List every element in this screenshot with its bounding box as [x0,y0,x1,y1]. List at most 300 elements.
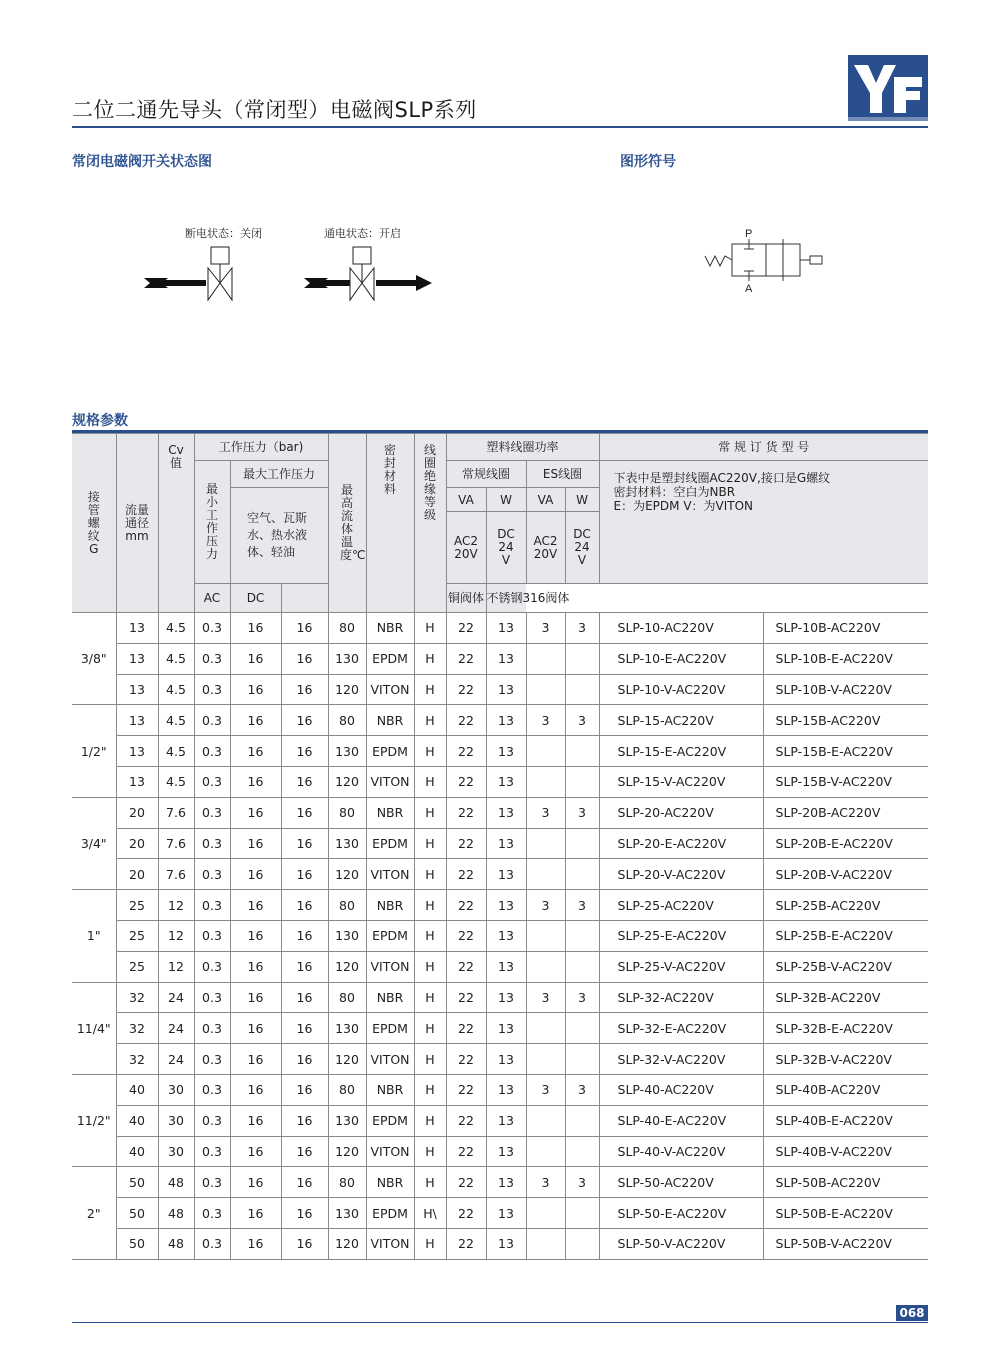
table-row [72,705,928,736]
ins-cell: H [414,951,446,982]
va-cell: 22 [446,1105,486,1136]
va-cell: 22 [446,736,486,767]
es-w-cell [565,674,599,705]
es-w-cell [565,859,599,890]
thread-size-cell: 2" [72,1167,116,1259]
ac-cell: 16 [230,736,281,767]
es-w-cell [565,1136,599,1167]
es-va-cell [526,643,565,674]
header-cv: Cv值 [158,434,194,613]
header-es-ac220v: AC220V [526,512,565,584]
ins-cell: H [414,859,446,890]
header-stainless: 不锈钢316阀体 [486,584,526,613]
table-row [72,951,928,982]
va-cell: 22 [446,859,486,890]
yf-logo-icon [848,55,928,121]
ins-cell: H [414,1074,446,1105]
ins-cell: H\ [414,1198,446,1229]
cv-cell: 30 [158,1074,194,1105]
seal-cell: NBR [366,1167,414,1198]
min-cell: 0.3 [194,613,230,644]
title-divider [72,126,928,128]
es-va-cell [526,1044,565,1075]
va-cell: 22 [446,828,486,859]
table-row [72,859,928,890]
spec-table [72,433,928,1260]
dc-cell: 16 [281,828,328,859]
seal-cell: NBR [366,890,414,921]
va-cell: 22 [446,797,486,828]
seal-cell: VITON [366,674,414,705]
ac-cell: 16 [230,1136,281,1167]
ss-cell: SLP-32B-AC220V [763,982,928,1013]
bore-cell: 25 [116,920,158,951]
bore-cell: 50 [116,1228,158,1259]
min-cell: 0.3 [194,1228,230,1259]
w-cell: 13 [486,797,526,828]
copper-cell: SLP-32-V-AC220V [599,1044,763,1075]
section-title-specs: 规格参数 [72,413,128,429]
dc-cell: 16 [281,674,328,705]
valve-symbol-diagram [700,222,830,297]
seal-cell: EPDM [366,920,414,951]
bore-cell: 13 [116,643,158,674]
table-row [72,1228,928,1259]
temp-cell: 130 [328,828,366,859]
bore-cell: 25 [116,890,158,921]
seal-cell: VITON [366,859,414,890]
ins-cell: H [414,705,446,736]
bore-cell: 50 [116,1198,158,1229]
es-w-cell [565,828,599,859]
header-ac: AC [194,584,230,613]
bore-cell: 13 [116,613,158,644]
header-copper: 铜阀体 [446,584,486,613]
seal-cell: EPDM [366,1105,414,1136]
min-cell: 0.3 [194,890,230,921]
temp-cell: 120 [328,1228,366,1259]
dc-cell: 16 [281,1167,328,1198]
seal-cell: NBR [366,613,414,644]
temp-cell: 130 [328,1013,366,1044]
w-cell: 13 [486,1044,526,1075]
copper-cell: SLP-40-AC220V [599,1074,763,1105]
header-dc: DC [230,584,281,613]
cv-cell: 4.5 [158,705,194,736]
min-cell: 0.3 [194,1013,230,1044]
copper-cell: SLP-40-E-AC220V [599,1105,763,1136]
ss-cell: SLP-32B-E-AC220V [763,1013,928,1044]
es-va-cell: 3 [526,1167,565,1198]
seal-cell: EPDM [366,643,414,674]
copper-cell: SLP-10-V-AC220V [599,674,763,705]
cv-cell: 4.5 [158,643,194,674]
es-w-cell [565,736,599,767]
es-va-cell [526,1198,565,1229]
thread-size-cell: 11/2" [72,1074,116,1166]
va-cell: 22 [446,613,486,644]
es-va-cell [526,1105,565,1136]
va-cell: 22 [446,1198,486,1229]
header-es-coil: ES线圈 [526,461,599,488]
cv-cell: 4.5 [158,736,194,767]
es-va-cell [526,859,565,890]
temp-cell: 130 [328,920,366,951]
ins-cell: H [414,1013,446,1044]
ins-cell: H [414,982,446,1013]
header-seal: 密封材料 [366,434,414,613]
es-va-cell [526,1013,565,1044]
header-media: 空气、瓦斯水、热水液体、轻油 [230,488,328,584]
min-cell: 0.3 [194,1105,230,1136]
header-thread: 接管螺纹G [72,434,116,613]
order-note-1: 下表中是塑封线圈AC220V,接口是G螺纹 [613,471,831,485]
es-w-cell [565,951,599,982]
dc-cell: 16 [281,766,328,797]
min-cell: 0.3 [194,1136,230,1167]
seal-cell: VITON [366,951,414,982]
temp-cell: 80 [328,890,366,921]
temp-cell: 130 [328,736,366,767]
ac-cell: 16 [230,1167,281,1198]
es-w-cell [565,766,599,797]
dc-cell: 16 [281,1105,328,1136]
es-va-cell: 3 [526,705,565,736]
header-es-w: W [565,488,599,512]
seal-cell: NBR [366,797,414,828]
ss-cell: SLP-25B-E-AC220V [763,920,928,951]
cv-cell: 30 [158,1105,194,1136]
es-va-cell: 3 [526,982,565,1013]
copper-cell: SLP-25-AC220V [599,890,763,921]
va-cell: 22 [446,920,486,951]
cv-cell: 7.6 [158,859,194,890]
spec-table-header [72,434,928,613]
header-work-pressure: 工作压力（bar) [194,434,328,461]
state-off-label: 断电状态：关闭 [185,227,262,240]
es-va-cell [526,920,565,951]
cv-cell: 4.5 [158,766,194,797]
ac-cell: 16 [230,1013,281,1044]
table-row [72,674,928,705]
w-cell: 13 [486,920,526,951]
header-es-dc24v: DC24V [565,512,599,584]
order-notes [599,461,928,584]
temp-cell: 80 [328,705,366,736]
ac-cell: 16 [230,1044,281,1075]
ss-cell: SLP-50B-AC220V [763,1167,928,1198]
copper-cell: SLP-50-E-AC220V [599,1198,763,1229]
copper-cell: SLP-15-V-AC220V [599,766,763,797]
ac-cell: 16 [230,1074,281,1105]
order-note-2: 密封材料：空白为NBR [613,485,736,499]
ss-cell: SLP-40B-V-AC220V [763,1136,928,1167]
seal-cell: EPDM [366,828,414,859]
bore-cell: 20 [116,797,158,828]
ac-cell: 16 [230,828,281,859]
ac-cell: 16 [230,1105,281,1136]
va-cell: 22 [446,951,486,982]
w-cell: 13 [486,951,526,982]
copper-cell: SLP-20-E-AC220V [599,828,763,859]
header-coil-power: 塑料线圈功率 [446,434,599,461]
ss-cell: SLP-15B-E-AC220V [763,736,928,767]
seal-cell: VITON [366,1044,414,1075]
min-cell: 0.3 [194,797,230,828]
va-cell: 22 [446,1167,486,1198]
es-va-cell [526,674,565,705]
es-va-cell: 3 [526,890,565,921]
ins-cell: H [414,1105,446,1136]
ac-cell: 16 [230,982,281,1013]
w-cell: 13 [486,643,526,674]
temp-cell: 120 [328,1136,366,1167]
table-row [72,736,928,767]
dc-cell: 16 [281,1198,328,1229]
header-std-coil: 常规线圈 [446,461,526,488]
cv-cell: 48 [158,1167,194,1198]
ac-cell: 16 [230,705,281,736]
cv-cell: 12 [158,890,194,921]
ac-cell: 16 [230,766,281,797]
copper-cell: SLP-40-V-AC220V [599,1136,763,1167]
ss-cell: SLP-50B-E-AC220V [763,1198,928,1229]
table-row [72,920,928,951]
es-w-cell [565,920,599,951]
va-cell: 22 [446,643,486,674]
bore-cell: 32 [116,982,158,1013]
cv-cell: 24 [158,1013,194,1044]
ss-cell: SLP-40B-AC220V [763,1074,928,1105]
header-w: W [486,488,526,512]
bore-cell: 13 [116,766,158,797]
table-row [72,613,928,644]
cv-cell: 4.5 [158,613,194,644]
thread-size-cell: 3/4" [72,797,116,889]
es-va-cell: 3 [526,797,565,828]
seal-cell: EPDM [366,736,414,767]
temp-cell: 120 [328,1044,366,1075]
cv-cell: 24 [158,1044,194,1075]
va-cell: 22 [446,766,486,797]
dc-cell: 16 [281,613,328,644]
dc-cell: 16 [281,890,328,921]
table-row [72,1013,928,1044]
va-cell: 22 [446,1228,486,1259]
cv-cell: 48 [158,1228,194,1259]
ins-cell: H [414,1228,446,1259]
w-cell: 13 [486,1136,526,1167]
table-row [72,890,928,921]
copper-cell: SLP-25-V-AC220V [599,951,763,982]
ac-cell: 16 [230,951,281,982]
w-cell: 13 [486,1105,526,1136]
copper-cell: SLP-10-AC220V [599,613,763,644]
min-cell: 0.3 [194,951,230,982]
min-cell: 0.3 [194,1044,230,1075]
min-cell: 0.3 [194,859,230,890]
page-number: 068 [896,1305,928,1321]
va-cell: 22 [446,1013,486,1044]
ins-cell: H [414,1136,446,1167]
es-w-cell: 3 [565,1074,599,1105]
ins-cell: H [414,674,446,705]
table-row [72,1044,928,1075]
min-cell: 0.3 [194,643,230,674]
bore-cell: 50 [116,1167,158,1198]
ins-cell: H [414,1044,446,1075]
ac-cell: 16 [230,643,281,674]
bore-cell: 13 [116,736,158,767]
seal-cell: NBR [366,705,414,736]
header-min-pressure: 最小工作压力 [194,461,230,584]
valve-closed-diagram [140,240,250,310]
min-cell: 0.3 [194,736,230,767]
es-va-cell: 3 [526,1074,565,1105]
header-va: VA [446,488,486,512]
valve-open-diagram [300,240,440,310]
temp-cell: 130 [328,1105,366,1136]
thread-size-cell: 11/4" [72,982,116,1074]
seal-cell: NBR [366,1074,414,1105]
cv-cell: 30 [158,1136,194,1167]
ss-cell: SLP-40B-E-AC220V [763,1105,928,1136]
min-cell: 0.3 [194,766,230,797]
ins-cell: H [414,643,446,674]
footer-divider [72,1322,928,1323]
header-blank [281,584,446,613]
bore-cell: 40 [116,1074,158,1105]
header-es-va: VA [526,488,565,512]
seal-cell: VITON [366,1228,414,1259]
table-row [72,797,928,828]
state-on-label: 通电状态：开启 [324,227,401,240]
ac-cell: 16 [230,797,281,828]
symbol-label-p: P [745,228,753,240]
cv-cell: 7.6 [158,797,194,828]
es-w-cell [565,1044,599,1075]
copper-cell: SLP-25-E-AC220V [599,920,763,951]
ss-cell: SLP-20B-AC220V [763,797,928,828]
ss-cell: SLP-32B-V-AC220V [763,1044,928,1075]
bore-cell: 13 [116,674,158,705]
es-va-cell [526,1228,565,1259]
es-va-cell [526,766,565,797]
copper-cell: SLP-50-AC220V [599,1167,763,1198]
seal-cell: VITON [366,766,414,797]
cv-cell: 48 [158,1198,194,1229]
bore-cell: 32 [116,1044,158,1075]
min-cell: 0.3 [194,982,230,1013]
temp-cell: 120 [328,674,366,705]
dc-cell: 16 [281,1228,328,1259]
copper-cell: SLP-20-V-AC220V [599,859,763,890]
min-cell: 0.3 [194,828,230,859]
copper-cell: SLP-50-V-AC220V [599,1228,763,1259]
w-cell: 13 [486,828,526,859]
ac-cell: 16 [230,1198,281,1229]
w-cell: 13 [486,1167,526,1198]
section-title-symbol: 图形符号 [620,154,676,170]
w-cell: 13 [486,613,526,644]
es-va-cell: 3 [526,613,565,644]
ss-cell: SLP-10B-E-AC220V [763,643,928,674]
bore-cell: 20 [116,859,158,890]
es-w-cell: 3 [565,705,599,736]
copper-cell: SLP-15-E-AC220V [599,736,763,767]
dc-cell: 16 [281,920,328,951]
dc-cell: 16 [281,1136,328,1167]
seal-cell: NBR [366,982,414,1013]
w-cell: 13 [486,859,526,890]
es-va-cell [526,828,565,859]
copper-cell: SLP-20-AC220V [599,797,763,828]
header-dc24v: DC24V [486,512,526,584]
table-row [72,1198,928,1229]
es-w-cell: 3 [565,1167,599,1198]
va-cell: 22 [446,674,486,705]
ins-cell: H [414,1167,446,1198]
dc-cell: 16 [281,1044,328,1075]
es-w-cell [565,1228,599,1259]
copper-cell: SLP-32-AC220V [599,982,763,1013]
bore-cell: 40 [116,1136,158,1167]
ac-cell: 16 [230,920,281,951]
dc-cell: 16 [281,1013,328,1044]
ac-cell: 16 [230,859,281,890]
section-title-state-diagram: 常闭电磁阀开关状态图 [72,154,212,170]
w-cell: 13 [486,736,526,767]
bore-cell: 20 [116,828,158,859]
va-cell: 22 [446,1044,486,1075]
es-w-cell: 3 [565,797,599,828]
bore-cell: 13 [116,705,158,736]
dc-cell: 16 [281,797,328,828]
ss-cell: SLP-10B-AC220V [763,613,928,644]
header-bore: 流量通径mm [116,434,158,613]
es-w-cell [565,1105,599,1136]
ss-cell: SLP-20B-E-AC220V [763,828,928,859]
va-cell: 22 [446,890,486,921]
seal-cell: EPDM [366,1013,414,1044]
spec-table-body [72,613,928,1260]
w-cell: 13 [486,705,526,736]
temp-cell: 120 [328,859,366,890]
table-row [72,766,928,797]
cv-cell: 12 [158,920,194,951]
table-row [72,828,928,859]
cv-cell: 4.5 [158,674,194,705]
dc-cell: 16 [281,705,328,736]
temp-cell: 130 [328,643,366,674]
header-insulation: 线圈绝缘等级 [414,434,446,613]
dc-cell: 16 [281,1074,328,1105]
table-row [72,643,928,674]
ss-cell: SLP-10B-V-AC220V [763,674,928,705]
header-max-pressure: 最大工作压力 [230,461,328,488]
es-va-cell [526,951,565,982]
temp-cell: 80 [328,797,366,828]
header-order: 常 规 订 货 型 号 [599,434,928,461]
min-cell: 0.3 [194,1198,230,1229]
dc-cell: 16 [281,736,328,767]
es-w-cell [565,643,599,674]
es-w-cell: 3 [565,613,599,644]
es-va-cell [526,1136,565,1167]
ac-cell: 16 [230,890,281,921]
min-cell: 0.3 [194,1167,230,1198]
dc-cell: 16 [281,859,328,890]
